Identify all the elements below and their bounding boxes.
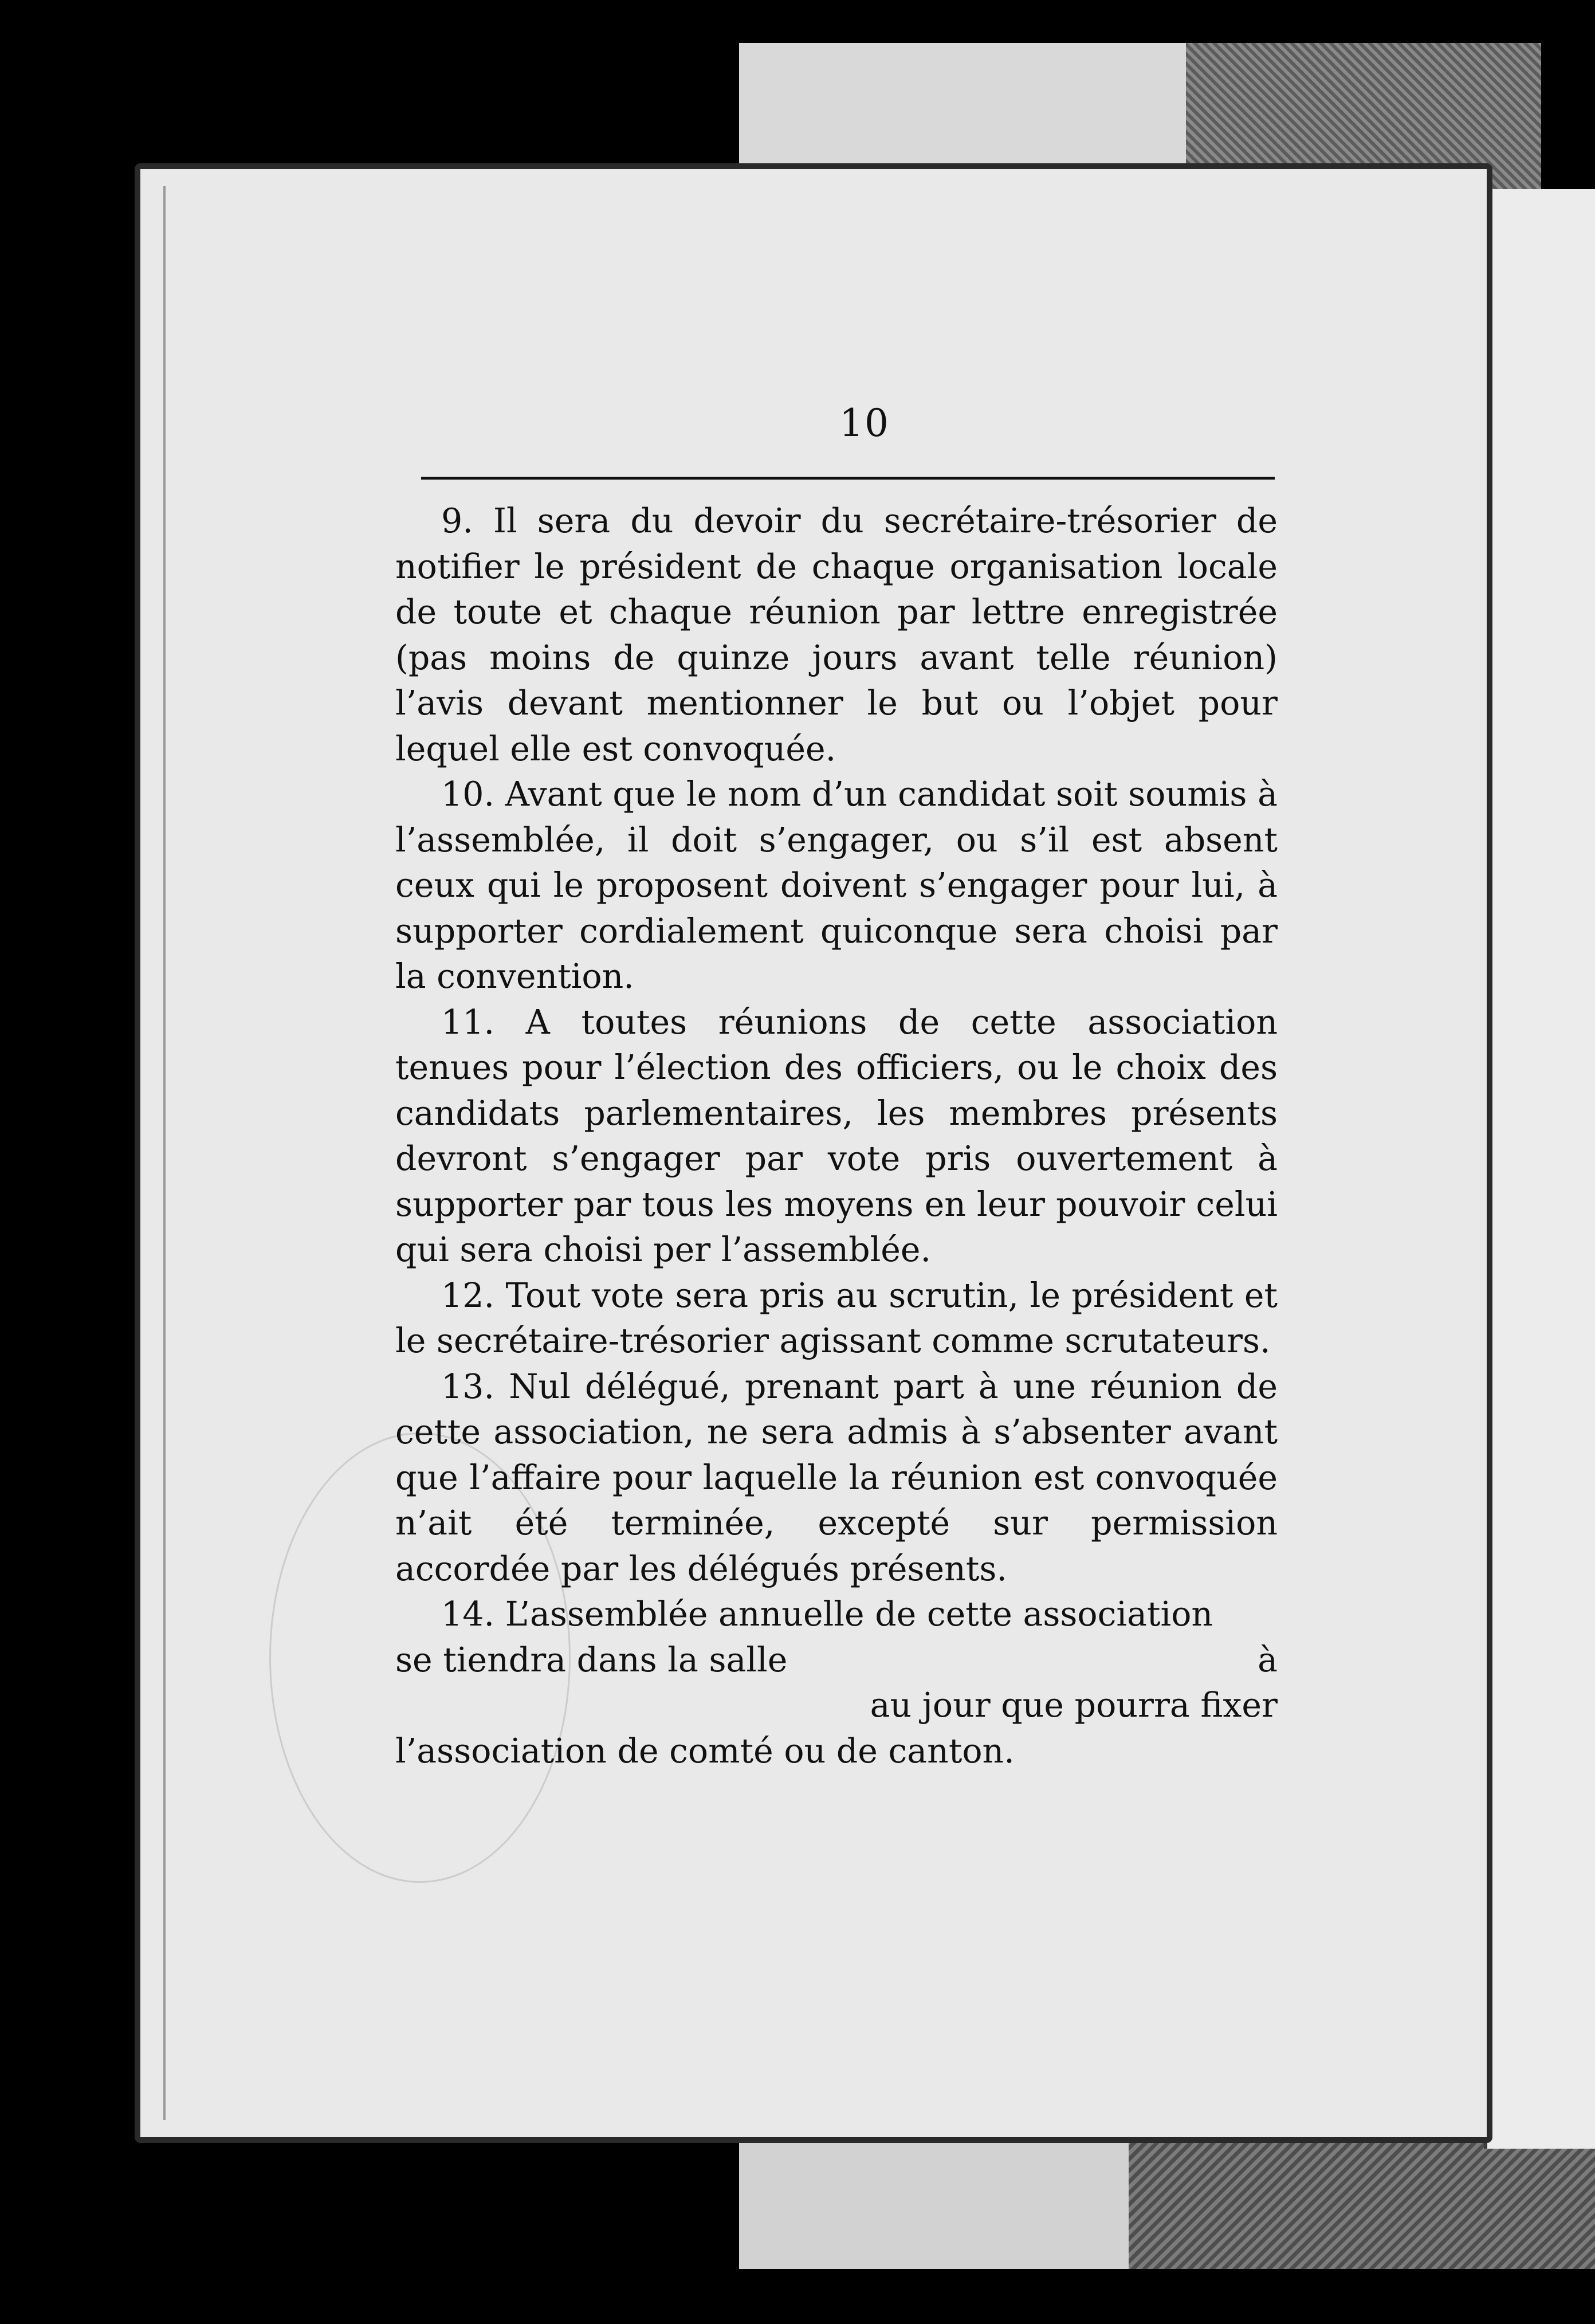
page-body (395, 498, 1278, 1774)
article-14-line-2 (395, 1638, 1278, 1683)
article-9: 9. Il sera du devoir du secrétaire-trésorier de notifier le président de chaque organisation locale de toute et chaque réunion par lettre enregistrée (pas moins de quinze jours avant telle réunion) l’avis devant mentionner le but ou l’objet pour lequel elle est convoquée. (395, 501, 1278, 768)
article-14 (395, 1592, 1278, 1774)
article-14-line-2-end: à (1258, 1640, 1278, 1679)
book-cover-bottom-light (739, 2126, 1129, 2269)
article-13: 13. Nul délégué, prenant part à une réunion de cette association, ne sera admis à s’absenter avant que l’affaire pour laquelle la réunion est convoquée n’ait été terminée, excepté sur permission accordée par les délégués présents. (395, 1367, 1278, 1588)
facing-page (1484, 189, 1595, 2149)
article-14-line-1: 14. L’assemblée annuelle de cette association (441, 1595, 1213, 1634)
article-12: 12. Tout vote sera pris au scrutin, le président et le secrétaire-trésorier agissant comme scrutateurs. (395, 1275, 1278, 1360)
article-11: 11. A toutes réunions de cette association tenues pour l’élection des officiers, ou le choix des candidats parlementaires, les membres présents devront s’engager par vote pris ouvertement à supporter par tous les moyens en leur pouvoir celui qui sera choisi per l’assemblée. (395, 1002, 1278, 1269)
page-number: 10 (839, 401, 890, 445)
article-14-line-4: l’association de comté ou de canton. (395, 1731, 1015, 1771)
article-10: 10. Avant que le nom d’un candidat soit soumis à l’assemblée, il doit s’engager, ou s’il est absent ceux qui le proposent doivent s’engager pour lui, à supporter cordialement quiconque sera choisi par la convention. (395, 775, 1278, 996)
article-14-line-2-start: se tiendra dans la salle (395, 1640, 788, 1679)
header-rule (421, 477, 1275, 480)
article-14-line-3: au jour que pourra fixer (870, 1686, 1278, 1725)
